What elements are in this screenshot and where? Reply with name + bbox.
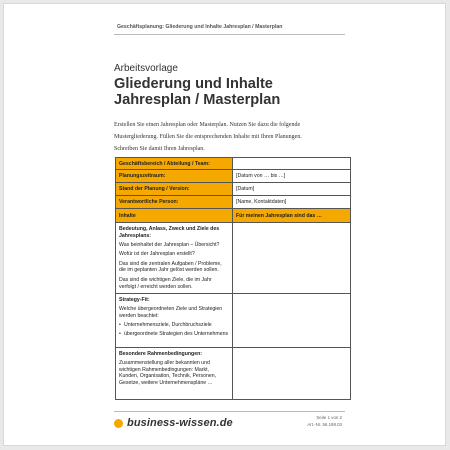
page-number: Seite 1 von 2	[316, 415, 342, 420]
form-row	[116, 183, 351, 196]
section-description	[116, 294, 233, 348]
form-row-value[interactable]	[233, 158, 351, 170]
logo-text: business-wissen.de	[127, 417, 233, 429]
section-heading: Strategy-Fit:	[119, 297, 150, 304]
page-info	[307, 414, 342, 428]
form-row-label: Verantwortliche Person:	[116, 196, 233, 209]
brand-logo	[114, 417, 233, 429]
form-row-label: Planungszeitraum:	[116, 170, 233, 183]
inhalte-header: Inhalte	[116, 209, 233, 223]
bullet-item	[119, 322, 229, 329]
article-number: Art.-Nr. 56.198.03	[307, 422, 342, 427]
section-text: Zusammenstellung aller bekannten und wichtigen Rahmenbedingungen: Markt, Kunden, Organisation, Technik, Personen, Gesetze, weitere Unternehmenspläne …	[119, 359, 217, 386]
bullet-icon: •	[119, 322, 121, 329]
intro-paragraph: Erstellen Sie einen Jahresplan oder Masterplan. Nutzen Sie dazu die folgende Mustergliederung. Füllen Sie die entsprechenden Inhalte mit Ihren Planungen. Schreiben Sie damit Ihren Jahresplan.	[114, 122, 302, 152]
section-row	[116, 294, 351, 348]
form-row-value[interactable]: [Datum]	[233, 183, 351, 196]
document-subtitle: Arbeitsvorlage	[114, 63, 178, 74]
title-line-1: Gliederung und Inhalte	[114, 76, 273, 92]
section-text: Wofür ist der Jahresplan erstellt?	[119, 251, 195, 258]
form-row	[116, 170, 351, 183]
section-input-cell[interactable]	[233, 223, 351, 294]
section-text: Das sind die wichtigen Ziele, die im Jahr verfolgt / erreicht werden sollen.	[119, 276, 212, 290]
bullet-item	[119, 331, 229, 338]
document-page	[3, 3, 446, 446]
section-text: Was beinhaltet der Jahresplan – Übersicht?	[119, 241, 220, 248]
section-row	[116, 223, 351, 294]
section-text: Welche übergeordneten Ziele und Strategien werden beachtet:	[119, 305, 223, 319]
form-row-value[interactable]: [Name, Kontaktdaten]	[233, 196, 351, 209]
document-title	[114, 76, 374, 108]
form-row-label: Geschäftsbereich / Abteilung / Team:	[116, 158, 233, 170]
planning-form-table	[115, 157, 351, 400]
bullet-text: übergeordnete Strategien des Unternehmens	[124, 330, 229, 337]
header-divider	[114, 34, 345, 35]
form-row-label: Stand der Planung / Version:	[116, 183, 233, 196]
section-heading: Besondere Rahmenbedingungen:	[119, 351, 203, 358]
title-line-2: Jahresplan / Masterplan	[114, 92, 281, 108]
running-header: Geschäftsplanung: Gliederung und Inhalte Jahresplan / Masterplan	[117, 24, 283, 30]
section-row	[116, 348, 351, 400]
section-input-cell[interactable]	[233, 294, 351, 348]
section-input-cell[interactable]	[233, 348, 351, 400]
bullet-text: Unternehmensziele, Durchbruchsziele	[124, 322, 212, 329]
logo-dot-icon	[114, 419, 123, 428]
section-description	[116, 348, 233, 400]
form-row	[116, 196, 351, 209]
section-heading: Bedeutung, Anlass, Zweck und Ziele des Jahresplans:	[119, 226, 220, 239]
bullet-icon: •	[119, 330, 121, 337]
section-description	[116, 223, 233, 294]
form-row	[116, 158, 351, 170]
jahresplan-header: Für meinen Jahresplan sind das …	[233, 209, 351, 223]
form-row-value[interactable]: [Datum von … bis …]	[233, 170, 351, 183]
form-header-row	[116, 209, 351, 223]
section-text: Das sind die zentralen Aufgaben / Probleme, die im geplanten Jahr gelöst werden sollen.	[119, 260, 222, 274]
footer-divider	[114, 411, 345, 412]
